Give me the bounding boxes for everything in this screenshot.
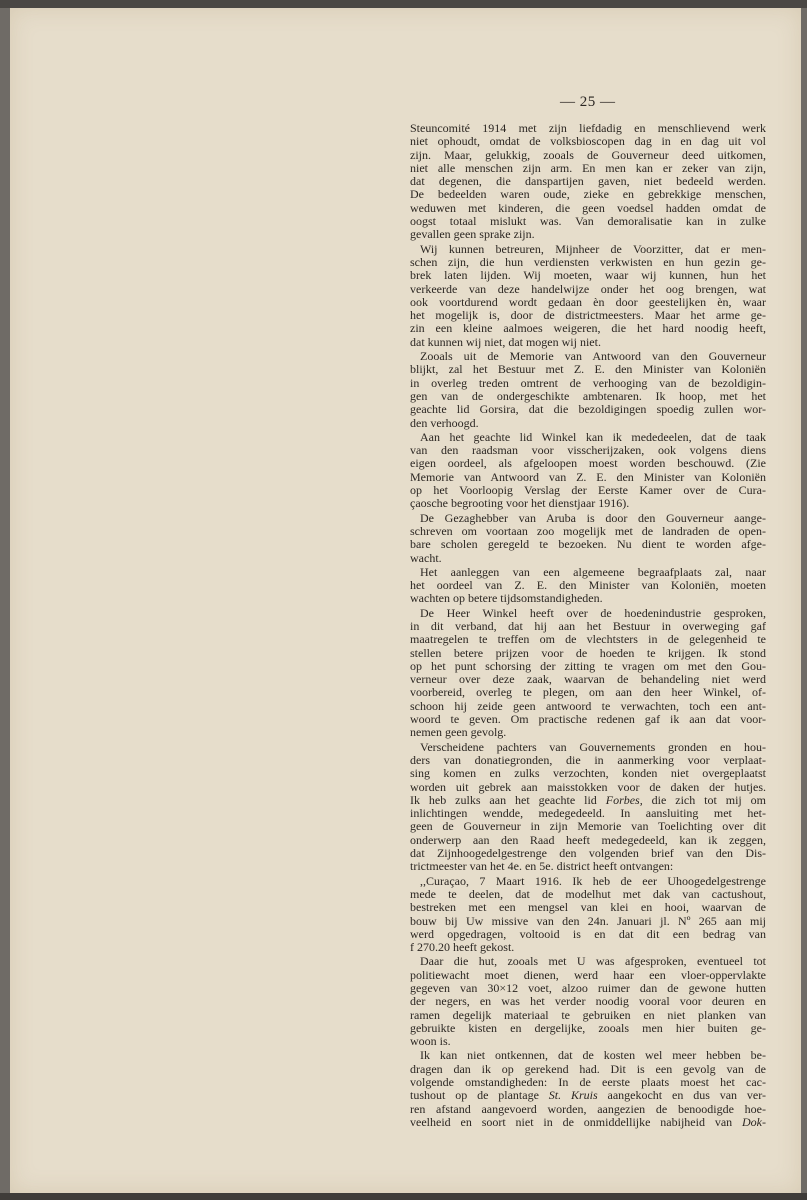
text-line: sing komen en zulks verzochten, konden niet overgeplaatst: [410, 766, 766, 781]
text-line: werd opgedragen, voltooid is en dat dit een bedrag van: [410, 926, 766, 941]
text-fragment: tushout op de plantage: [410, 1088, 549, 1103]
text-line: op het Voorloopig Verslag der Eerste Kamer over de Cura-: [410, 483, 766, 498]
text-line: brek laten lijden. Wij moeten, waar wij kunnen, hun het: [410, 268, 766, 283]
paragraph-11: [410, 1049, 766, 1129]
text-line: Aan het geachte lid Winkel kan ik mededeelen, dat de taak: [420, 429, 766, 444]
name-forbes: Forbes,: [605, 792, 643, 807]
text-fragment: die zich tot mij om: [642, 792, 766, 807]
text-line: gegeven van 30×12 voet, alzoo ruimer dan de gewone hutten: [410, 981, 766, 995]
scan-bottom-border: [0, 1193, 807, 1200]
text-column: [410, 122, 766, 1130]
text-line: bouw bij Uw missive van den 24n. Januari jl. Nº 265 aan mij: [410, 913, 766, 928]
text-line: dat kunnen wij niet, dat mogen wij niet.: [410, 334, 601, 349]
text-line: geen de Gouverneur in zijn Memorie van Toelichting over dit: [410, 819, 766, 834]
text-line: gevallen geen sprake zijn.: [410, 227, 535, 242]
text-fragment: veelheid en soort niet in de onmiddellijke nabijheid van: [410, 1114, 742, 1129]
paragraph-8: [410, 741, 766, 874]
paragraph-5: [410, 512, 766, 565]
text-line: Verscheidene pachters van Gouvernements gronden en hou-: [420, 739, 766, 754]
text-line: politiewacht moet dienen, werd haar een vloer-oppervlakte: [410, 967, 766, 982]
text-line: woord te geven. Om practische redenen gaf ik aan dat voor-: [410, 712, 766, 727]
text-fragment: aangekocht en dus van ver-: [597, 1088, 766, 1103]
text-line: oogst totaal mislukt was. Van demoralisatie kan in zulke: [410, 214, 766, 229]
text-line: Wij kunnen betreuren, Mijnheer de Voorzitter, dat er men-: [420, 241, 766, 256]
text-line: het oordeel van Z. E. den Minister van Koloniën, moeten: [410, 578, 766, 593]
text-line: Ik kan niet ontkennen, dat de kosten wel meer hebben be-: [420, 1048, 766, 1063]
text-line: niet ophoudt, omdat de volksbioscopen dag in en dag uit vol: [410, 134, 766, 149]
text-line: op het punt schorsing der zitting te vragen om met den Gou-: [410, 658, 766, 673]
scan-top-border: [0, 0, 807, 8]
text-line: gebruikte kisten en dergelijke, zooals men hier buiten ge-: [410, 1020, 766, 1035]
text-line: den verhoogd.: [410, 415, 479, 430]
text-line: dat Zijnhoogedelgestrenge den volgenden brief van den Dis-: [410, 846, 766, 861]
text-line: nemen geen gevolg.: [410, 725, 507, 740]
text-line: woon is.: [410, 1034, 451, 1049]
text-line: der negers, en was het verder noodig vooral voor deuren en: [410, 994, 766, 1009]
paragraph-1: [410, 122, 766, 242]
text-line: ook voortdurend wordt gedaan èn door geestelijken èn, waar: [410, 294, 766, 309]
text-line: çaosche begrooting voor het dienstjaar 1916).: [410, 496, 630, 511]
text-line: mede te deelen, dat de modelhut met dak van cactushout,: [410, 886, 766, 901]
text-line: worden uit gebrek aan maisstokken voor de daken der hutjes.: [410, 779, 766, 794]
text-line: voorbereid, overleg te plegen, om aan den heer Winkel, of-: [410, 685, 766, 700]
text-line: Zooals uit de Memorie van Antwoord van den Gouverneur: [420, 349, 766, 364]
text-line: wachten op betere tijdsomstandigheden.: [410, 591, 603, 606]
text-line-with-name: [410, 1116, 766, 1129]
text-line: blijkt, zal het Bestuur met Z. E. den Minister van Koloniën: [410, 362, 766, 377]
text-line: trictmeester van het 4e. en 5e. district heeft ontvangen:: [410, 859, 674, 874]
paragraph-4: [410, 431, 766, 511]
text-line: bestreken met een mengsel van klei en hooi, waarvan de: [410, 900, 766, 915]
text-line-with-name: [410, 1089, 766, 1102]
text-line: niet alle menschen zijn arm. En men kan er zeker van zijn,: [410, 160, 766, 175]
text-line: zin een kleine aalmoes weigeren, die het hard noodig heeft,: [410, 321, 766, 336]
text-line: Memorie van Antwoord van Z. E. den Minister van Koloniën: [410, 469, 766, 484]
text-line: verneur over deze zaak, waarvan de behandeling niet werd: [410, 672, 766, 687]
text-line-with-name: [410, 794, 766, 807]
text-line: van den raadsman voor visscherijzaken, ook volgens diens: [410, 443, 766, 458]
paragraph-2: [410, 243, 766, 349]
text-line: Steuncomité 1914 met zijn liefdadig en menschlievend werk: [410, 121, 766, 135]
paragraph-9-quoted-letter: [410, 875, 766, 955]
text-line: ders van donatiegronden, die in aanmerking voor verplaat-: [410, 752, 766, 767]
text-line: maatregelen te treffen om de vlechtsters in de gelegenheid te: [410, 632, 766, 647]
text-line: bare scholen geregeld te bezoeken. Nu dient te worden afge-: [410, 537, 766, 552]
text-line: De Gezaghebber van Aruba is door den Gouverneur aange-: [420, 510, 766, 525]
text-line: Het aanleggen van een algemeene begraafplaats zal, naar: [420, 564, 766, 579]
text-line: dragen dan ik op gerekend had. Dit is een gevolg van de: [410, 1061, 766, 1076]
page-number: — 25 —: [560, 94, 616, 110]
text-line: eigen oordeel, als afgeloopen moest worden beschouwd. (Zie: [410, 456, 766, 471]
text-line: ,,Curaçao, 7 Maart 1916. Ik heb de eer Uhoogedelgestrenge: [420, 873, 766, 888]
text-line: wacht.: [410, 550, 442, 565]
paragraph-7: [410, 607, 766, 740]
text-line: verkeerde van deze handelwijze onder het oog brengen, wat: [410, 281, 766, 296]
text-line: ren afstand aangevoerd worden, aangezien de benoodigde hoe-: [410, 1101, 766, 1116]
text-line: geachte lid Gorsira, dat die bezoldigingen spoedig zullen wor-: [410, 402, 766, 417]
text-line: gen van de ondergeschikte ambtenaren. Ik hoop, met het: [410, 388, 766, 403]
text-line: stellen betere prijzen voor de hoeden te krijgen. Ik stond: [410, 645, 766, 660]
text-line: in overleg treden omtrent de verhooging van de bezoldigin-: [410, 375, 766, 390]
text-line: schen zijn, die hun verdiensten verkwisten en hun gezin ge-: [410, 254, 766, 269]
text-line: De Heer Winkel heeft over de hoedenindustrie gesproken,: [420, 605, 766, 620]
text-line: f 270.20 heeft gekost.: [410, 940, 515, 955]
text-line: weduwen met kinderen, die geen voedsel hadden omdat de: [410, 200, 766, 215]
text-fragment: Ik heb zulks aan het geachte lid: [410, 792, 606, 807]
text-line: ramen degelijk materiaal te gebruiken en niet planken van: [410, 1007, 766, 1022]
name-dok: Dok-: [742, 1114, 766, 1129]
text-line: onderwerp aan den Raad heeft medegedeeld, kan ik zeggen,: [410, 832, 766, 847]
text-line: zijn. Maar, gelukkig, zooals de Gouverneur deed uitkomen,: [410, 147, 766, 162]
paragraph-3: [410, 350, 766, 430]
text-line: De bedeelden waren oude, zieke en gebrekkige menschen,: [410, 187, 766, 202]
text-line: Daar die hut, zooals met U was afgesproken, eventueel tot: [420, 954, 766, 969]
paragraph-6: [410, 566, 766, 606]
text-line: volgende omstandigheden: In de eerste plaats moest het cac-: [410, 1075, 766, 1090]
text-line: schoon hij zeide geen antwoord te verwachten, toch een ant-: [410, 698, 766, 713]
text-line: dat degenen, die danspartijen gaven, niet bedeeld werden.: [410, 174, 766, 189]
text-line: inlichtingen wendde, medegedeeld. In aansluiting met het-: [410, 806, 766, 821]
name-st-kruis: St. Kruis: [548, 1088, 598, 1103]
text-line: het mogelijk is, door de districtmeesters. Maar het arme ge-: [410, 308, 766, 323]
paragraph-10: [410, 955, 766, 1048]
text-line: in dit verband, dat hij aan het Bestuur in overweging gaf: [410, 618, 766, 633]
text-line: schreven om voortaan zoo mogelijk met de landraden de open-: [410, 523, 766, 538]
